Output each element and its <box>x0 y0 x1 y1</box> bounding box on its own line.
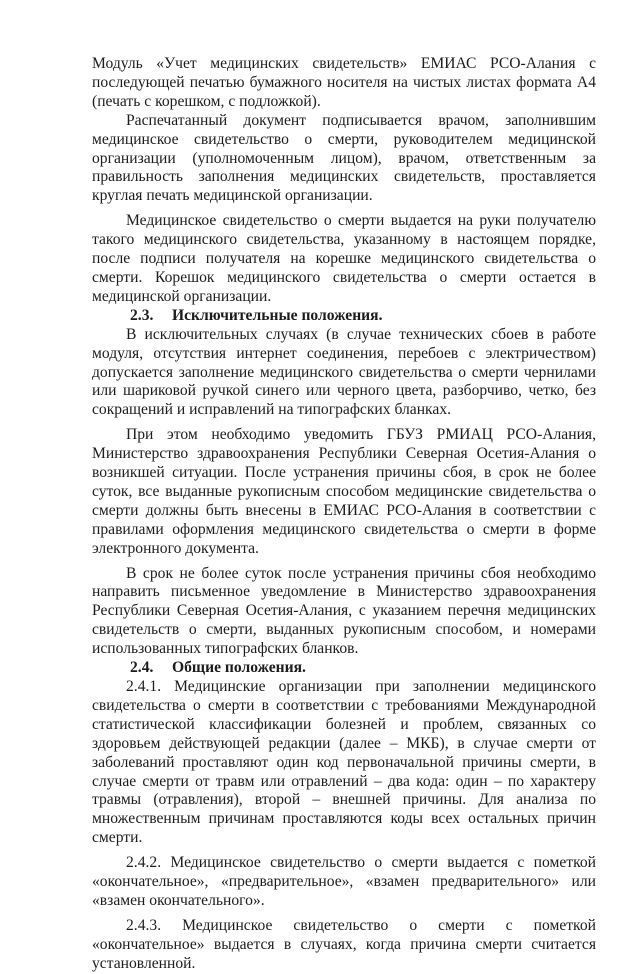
document-body <box>92 55 596 974</box>
section-heading-2-3 <box>92 307 596 326</box>
section-number: 2.3. <box>130 306 154 324</box>
section-title: Исключительные положения. <box>172 306 383 324</box>
paragraph: В срок не более суток после устранения причины сбоя необходимо направить письменное уведомление в Министерство здравоохранения Республики Северная Осетия-Алания, с указанием перечня медицинских свидетельств о смерти, выданных рукописным способом, и номерами использованных типографских бланков. <box>92 564 596 658</box>
paragraph: 2.4.1. Медицинские организации при заполнении медицинского свидетельства о смерти в соответствии с требованиями Международной статистической классификации болезней и проблем, связанных со здоровьем действующей редакции (далее – МКБ), в случае смерти от заболеваний проставляют один код первоначальной причины смерти, в случае смерти от травм или отравлений – два кода: один – по характеру травмы (отравления), второй – внешней причины. Для анализа по множественным причинам проставляются коды всех остальных причин смерти. <box>92 678 596 847</box>
paragraph: 2.4.3. Медицинское свидетельство о смерти с пометкой «окончательное» выдается в случаях, когда причина смерти считается установленной. <box>92 916 596 972</box>
paragraph: 2.4.2. Медицинское свидетельство о смерти выдается с пометкой «окончательное», «предварительное», «взамен предварительного» или «взамен окончательного». <box>92 854 596 909</box>
paragraph: В исключительных случаях (в случае технических сбоев в работе модуля, отсутствия интернет соединения, перебоев с электричеством) допускается заполнение медицинского свидетельства о смерти чернилами или шариковой ручкой синего или черного цвета, разборчиво, четко, без сокращений и исправлений на типографских бланках. <box>92 325 596 419</box>
section-heading-2-4 <box>92 659 596 678</box>
section-title: Общие положения. <box>172 659 306 677</box>
paragraph: Модуль «Учет медицинских свидетельств» ЕМИАС РСО-Алания с последующей печатью бумажного носителя на чистых листах формата А4 (печать с корешком, с подложкой). <box>92 55 596 110</box>
paragraph: Распечатанный документ подписывается врачом, заполнившим медицинское свидетельство о смерти, руководителем медицинской организации (уполномоченным лицом), врачом, ответственным за правильность заполнения медицинских свидетельств, проставляется круглая печать медицинской организации. <box>92 111 596 205</box>
section-number: 2.4. <box>130 659 154 677</box>
paragraph: При этом необходимо уведомить ГБУЗ РМИАЦ РСО-Алания, Министерство здравоохранения Республики Северная Осетия-Алания о возникшей ситуации. После устранения причины сбоя, в срок не более суток, все выданные рукописным способом медицинские свидетельства о смерти должны быть внесены в ЕМИАС РСО-Алания в соответствии с правилами оформления медицинского свидетельства о смерти в форме электронного документа. <box>92 426 596 557</box>
paragraph: Медицинское свидетельство о смерти выдается на руки получателю такого медицинского свидетельства, указанному в настоящем порядке, после подписи получателя на корешке медицинского свидетельства о смерти. Корешок медицинского свидетельства о смерти остается в медицинской организации. <box>92 212 596 305</box>
